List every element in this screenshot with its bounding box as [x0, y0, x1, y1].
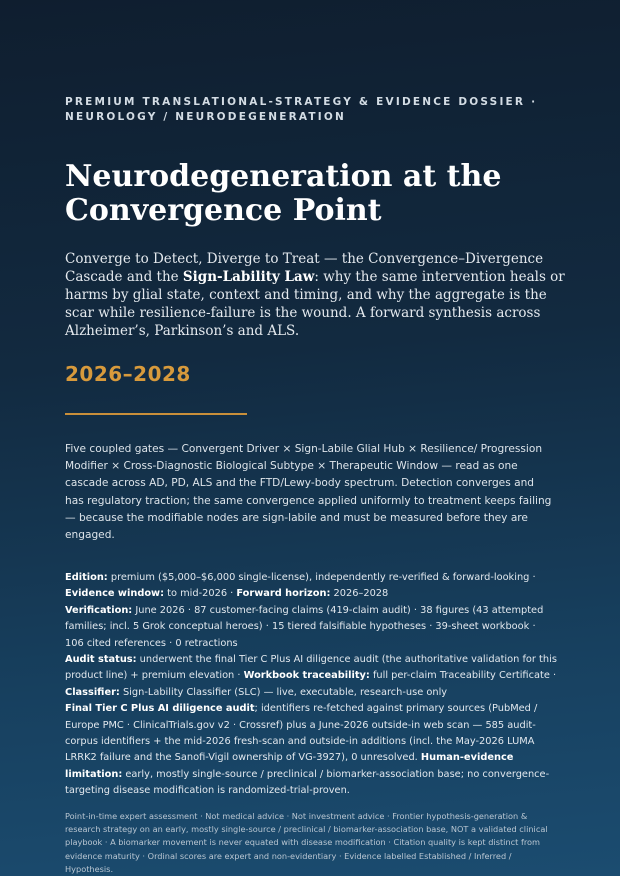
classifier-value: Sign-Lability Classifier (SLC) — live, executable, research-use only [119, 686, 448, 698]
summary-paragraph: Five coupled gates — Convergent Driver × Sign-Labile Glial Hub × Resilience/ Progression Modifier × Cross-Diagnostic Biological Subtype × Therapeutic Window — read as one cascade across AD, PD, ALS and the FTD/Lewy-body spectrum. Detection converges and has regulatory traction; the same convergence applied uniformly to treatment keeps failing — because the modifiable nodes are sign-labile and must be measured before they are engaged. [65, 443, 552, 542]
classifier-label: Classifier: [65, 686, 120, 698]
final-audit-label: Final Tier C Plus AI diligence audit [65, 703, 255, 715]
forward-horizon-value: 2026–2028 [330, 588, 389, 600]
verification-value: June 2026 · 87 customer-facing claims (419-claim audit) · 38 figures (43 attempted families; incl. 5 Grok conceptual heroes) · 15 tiered falsifiable hypotheses · 39-sheet workbook · 106 cited references · 0 retractions [65, 604, 544, 649]
workbook-traceability-label: Workbook traceability: [243, 670, 370, 682]
verification-label: Verification: [65, 604, 133, 616]
subtitle-part-1: Converge to Detect, Diverge to Treat — the Convergence–Divergence Cascade and the [65, 251, 544, 285]
page-title: Neurodegeneration at the Convergence Point [65, 159, 502, 228]
metadata-block [65, 570, 557, 800]
evidence-window-label: Evidence window: [65, 588, 165, 600]
final-audit-value: ; identifiers re-fetched against primary sources (PubMed / Europe PMC · ClinicalTrials.gov v2 · Crossref) plus a June-2026 outside-in web scan — 585 audit-corpus identifiers + the mid-2026 fresh-scan and outside-in additions (incl. the May-2026 LUMA LRRK2 failure and the Sanofi-Vigil ownership of VG-3927), 0 unresolved. [65, 703, 538, 764]
audit-status-label: Audit status: [65, 654, 137, 666]
disclaimer-text: Point-in-time expert assessment · Not medical advice · Not investment advice · Frontier hypothesis-generation & research strategy on an early, mostly single-source / preclinical / biomarker-association base, NOT a validated clinical playbook · A biomarker movement is never equated with disease modification · Citation quality is kept distinct from evidence maturity · Ordinal scores are expert and non-evidentiary · Evidence labelled Established / Inferred / Hypothesis. [65, 811, 548, 874]
subtitle [65, 250, 565, 340]
workbook-traceability-value: full per-claim Traceability Certificate · [369, 670, 557, 682]
eyebrow-label: PREMIUM TRANSLATIONAL-STRATEGY & EVIDENCE DOSSIER · NEUROLOGY / NEURODEGENERATION [65, 96, 538, 123]
human-evidence-value: early, mostly single-source / preclinical / biomarker-association base; no convergence-targeting disease modification is randomized-trial-proven. [65, 768, 550, 797]
audit-status-value: underwent the final Tier C Plus AI diligence audit (the authoritative validation for this product line) + premium elevation · [65, 654, 557, 682]
subtitle-law: Sign-Lability Law [182, 269, 315, 285]
evidence-window-value: to mid-2026 · [164, 588, 237, 600]
edition-value: premium ($5,000–$6,000 single-license), independently re-verified & forward-looking · [107, 572, 536, 583]
year-range: 2026–2028 [65, 362, 191, 386]
subtitle-part-2: : why the same intervention heals or harms by glial state, context and timing, and why the aggregate is the scar while resilience-failure is the wound. A forward synthesis across Alzheimer’s, Parkinson’s and ALS. [65, 269, 565, 339]
forward-horizon-label: Forward horizon: [236, 588, 331, 600]
divider-rule [65, 413, 247, 415]
edition-label: Edition: [65, 572, 108, 583]
human-evidence-label: Human-evidence limitation: [65, 752, 514, 780]
